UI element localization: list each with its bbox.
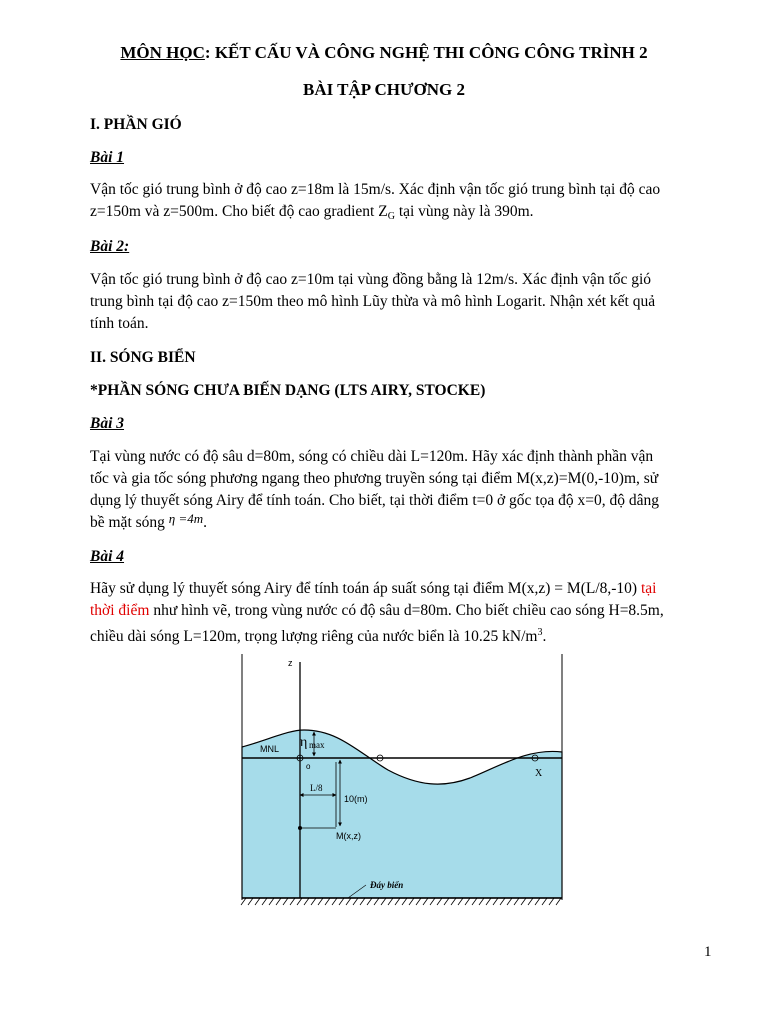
eta-label: η — [300, 735, 308, 750]
hatch-line — [542, 898, 547, 905]
hatch-line — [493, 898, 498, 905]
hatch-line — [248, 898, 253, 905]
x-axis-label: X — [535, 768, 543, 779]
hatch-line — [514, 898, 519, 905]
exercise-1-line-1: Vận tốc gió trung bình ở độ cao z=18m là 15m/s. Xác định vận tốc gió trung bình tại độ cao — [90, 181, 661, 198]
exercise-3-line-3: dụng lý thuyết sóng Airy để tính toán. Cho biết, tại thời điểm t=0 ở gốc tọa độ x=0, độ dâng — [90, 492, 659, 509]
hatch-line — [528, 898, 533, 905]
gradient-subscript: G — [387, 211, 395, 222]
exercise-4-line-2 — [90, 600, 712, 622]
hatch-line — [255, 898, 260, 905]
exercise-4-line-2-red: thời điểm — [90, 602, 150, 619]
exercise-4-line-3 — [90, 622, 712, 648]
hatch-line — [556, 898, 561, 905]
hatch-line — [458, 898, 463, 905]
exercise-1-line-2 — [90, 201, 712, 228]
cube-superscript: 3 — [537, 627, 543, 638]
section-heading-waves: II. SÓNG BIỂN — [90, 349, 196, 366]
hatch-line — [395, 898, 400, 905]
exercise-4-label: Bài 4 — [90, 548, 125, 565]
eta-equation: η =4m — [168, 511, 204, 526]
seabed-label: Đáy biển — [370, 880, 404, 890]
exercise-1-text — [90, 179, 712, 228]
hatch-line — [374, 898, 379, 905]
l8-label: L/8 — [310, 783, 323, 793]
wave-diagram-svg — [238, 652, 566, 908]
origin-label: o — [306, 762, 311, 771]
hatch-line — [262, 898, 267, 905]
hatch-line — [304, 898, 309, 905]
hatch-line — [472, 898, 477, 905]
exercise-4-line-1a: Hãy sử dụng lý thuyết sóng Airy để tính toán áp suất sóng tại điểm M(x,z) = M(L/8,-10) — [90, 580, 641, 597]
hatch-line — [486, 898, 491, 905]
exercise-1-line-2b: tại vùng này là 390m. — [394, 203, 534, 220]
hatch-line — [535, 898, 540, 905]
exercise-1-label: Bài 1 — [90, 149, 125, 166]
depth-label: 10(m) — [344, 794, 368, 804]
hatch-line — [332, 898, 337, 905]
hatch-line — [444, 898, 449, 905]
course-title-label: MÔN HỌC — [120, 43, 205, 62]
hatch-line — [437, 898, 442, 905]
point-m-label: M(x,z) — [336, 831, 361, 841]
hatch-line — [465, 898, 470, 905]
exercise-3-line-4 — [90, 512, 712, 534]
exercise-4-line-1-red: tại — [640, 580, 657, 597]
point-m-marker — [298, 826, 302, 830]
hatch-line — [549, 898, 554, 905]
hatch-line — [339, 898, 344, 905]
hatch-line — [353, 898, 358, 905]
exercise-2-line-1: Vận tốc gió trung bình ở độ cao z=10m tại vùng đồng bằng là 12m/s. Xác định vận tốc gió — [90, 271, 652, 288]
hatch-line — [381, 898, 386, 905]
hatch-line — [402, 898, 407, 905]
hatch-line — [318, 898, 323, 905]
exercise-3-line-4a: bề mặt sóng — [90, 514, 169, 531]
exercise-4-line-1 — [90, 578, 712, 600]
wave-diagram — [238, 652, 566, 908]
water-body — [242, 730, 562, 898]
exercise-3-text — [90, 446, 712, 534]
hatch-line — [423, 898, 428, 905]
hatch-line — [360, 898, 365, 905]
hatch-line — [507, 898, 512, 905]
hatch-line — [416, 898, 421, 905]
section-heading-wind: I. PHẦN GIÓ — [90, 116, 182, 133]
mnl-label: MNL — [260, 744, 280, 754]
exercise-4-line-3b: . — [542, 628, 547, 645]
exercise-2-text — [90, 269, 712, 335]
exercise-2-line-2: trung bình tại độ cao z=150m theo mô hình Lũy thừa và mô hình Logarit. Nhận xét kết quả — [90, 293, 656, 310]
hatch-line — [290, 898, 295, 905]
exercise-4-line-2b: như hình vẽ, trong vùng nước có độ sâu d=80m. Cho biết chiều cao sóng H=8.5m, — [149, 602, 664, 619]
hatch-line — [430, 898, 435, 905]
hatch-line — [521, 898, 526, 905]
hatch-line — [276, 898, 281, 905]
seabed-hatching — [241, 898, 561, 905]
hatch-line — [297, 898, 302, 905]
hatch-line — [479, 898, 484, 905]
hatch-line — [269, 898, 274, 905]
hatch-line — [500, 898, 505, 905]
exercise-4-text — [90, 578, 712, 648]
section-subheading-undeformed: *PHẦN SÓNG CHƯA BIẾN DẠNG (LTS AIRY, STOCKE) — [90, 382, 486, 399]
page-number: 1 — [704, 944, 712, 960]
z-axis-label: z — [288, 658, 293, 668]
chapter-title: BÀI TẬP CHƯƠNG 2 — [303, 80, 465, 99]
exercise-4-line-3a: chiều dài sóng L=120m, trọng lượng riêng của nước biển là 10.25 kN/m — [90, 628, 538, 645]
exercise-3-line-2: tốc và gia tốc sóng phương ngang theo phương truyền sóng tại điểm M(x,z)=M(0,-10)m, sử — [90, 470, 659, 487]
hatch-line — [283, 898, 288, 905]
hatch-line — [451, 898, 456, 905]
exercise-3-line-1: Tại vùng nước có độ sâu d=80m, sóng có chiều dài L=120m. Hãy xác định thành phần vận — [90, 448, 654, 465]
exercise-3-label: Bài 3 — [90, 415, 125, 432]
hatch-line — [346, 898, 351, 905]
course-title-text: : KẾT CẤU VÀ CÔNG NGHỆ THI CÔNG CÔNG TRÌNH 2 — [204, 43, 648, 62]
exercise-1-line-2a: z=150m và z=500m. Cho biết độ cao gradient Z — [90, 203, 388, 220]
course-title — [0, 43, 768, 63]
hatch-line — [311, 898, 316, 905]
hatch-line — [367, 898, 372, 905]
hatch-line — [325, 898, 330, 905]
hatch-line — [409, 898, 414, 905]
exercise-2-line-3: tính toán. — [90, 315, 149, 332]
eta-max-subscript: max — [309, 740, 325, 750]
exercise-3-line-4b: . — [203, 514, 208, 531]
hatch-line — [388, 898, 393, 905]
exercise-2-label: Bài 2: — [90, 238, 130, 255]
